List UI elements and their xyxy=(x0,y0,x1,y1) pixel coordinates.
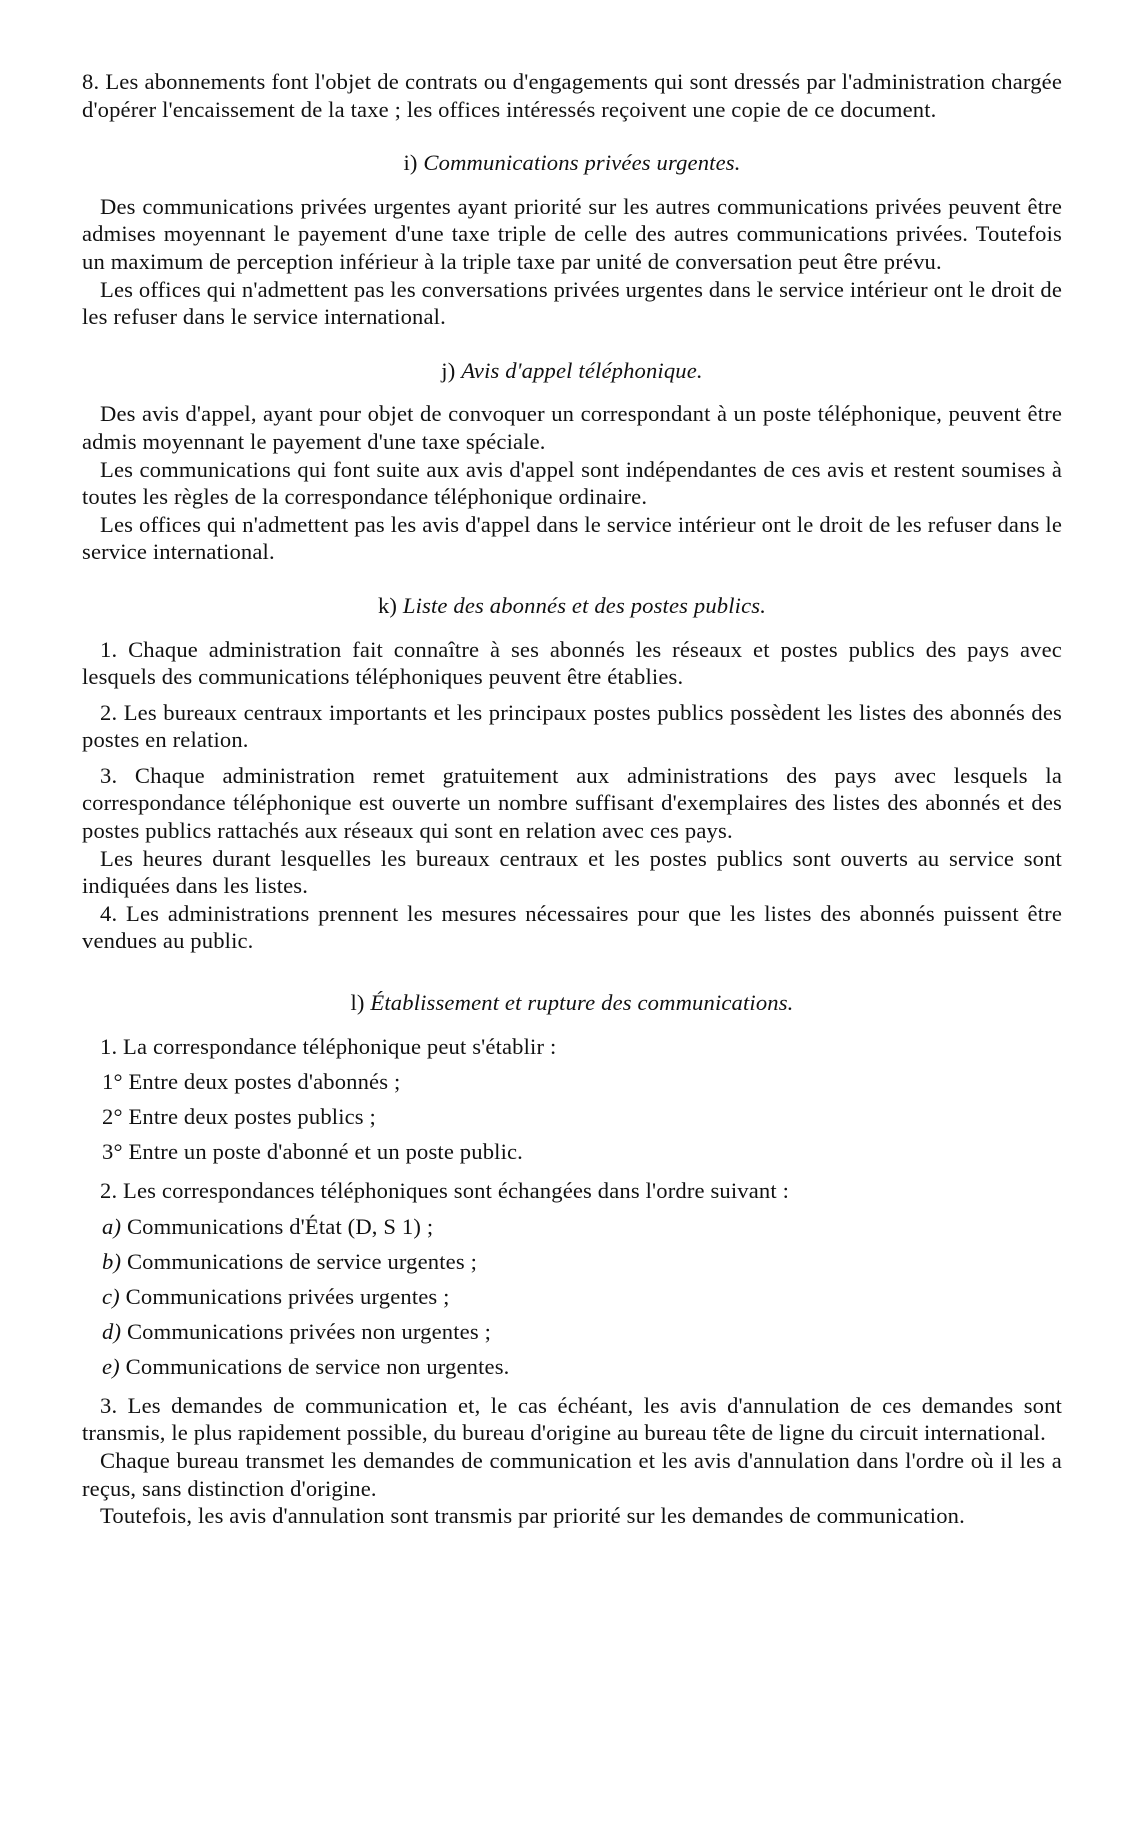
list-item-text: Communications privées urgentes ; xyxy=(125,1283,450,1309)
list-item xyxy=(82,1134,1062,1169)
section-l-paragraph-3: 3. Les demandes de communication et, le cas échéant, les avis d'annulation de ces demandes sont transmis, le plus rapidement possible, du bureau d'origine au bureau tête de ligne du circuit international. xyxy=(82,1392,1062,1446)
list-item-text: Communications d'État (D, S 1) ; xyxy=(126,1213,434,1239)
section-i-title: Communications privées urgentes. xyxy=(423,150,741,176)
section-l-paragraph-2: 2. Les correspondances téléphoniques sont échangées dans l'ordre suivant : xyxy=(100,1178,790,1204)
paragraph-8: 8. Les abonnements font l'objet de contrats ou d'engagements qui sont dressés par l'administration chargée d'opérer l'encaissement de la taxe ; les offices intéressés reçoivent une copie de ce document. xyxy=(82,69,1062,122)
list-item xyxy=(82,1244,1062,1279)
list-item-number: 2° xyxy=(102,1104,123,1130)
list-item-letter: c) xyxy=(102,1283,120,1309)
list-item xyxy=(82,1064,1062,1099)
section-k-title: Liste des abonnés et des postes publics. xyxy=(402,592,766,618)
list-item xyxy=(82,1314,1062,1349)
list-item-text: Entre un poste d'abonné et un poste public. xyxy=(128,1139,523,1165)
section-k-paragraph: 4. Les administrations prennent les mesures nécessaires pour que les listes des abonnés puissent être vendues au public. xyxy=(82,900,1062,954)
list-item-number: 3° xyxy=(102,1139,123,1165)
priority-order-list xyxy=(82,1209,1062,1384)
section-l-title: Établissement et rupture des communications. xyxy=(370,990,794,1016)
section-k-heading xyxy=(82,592,1062,620)
list-item xyxy=(82,1349,1062,1384)
section-k-paragraph: 2. Les bureaux centraux importants et les principaux postes publics possèdent les listes des abonnés des postes en relation. xyxy=(82,699,1062,753)
section-l-paragraph-1: 1. La correspondance téléphonique peut s'établir : xyxy=(100,1033,557,1059)
list-item xyxy=(82,1279,1062,1314)
section-j-paragraph: Les communications qui font suite aux avis d'appel sont indépendantes de ces avis et restent soumises à toutes les règles de la correspondance téléphonique ordinaire. xyxy=(82,456,1062,510)
list-item-text: Communications de service urgentes ; xyxy=(126,1248,478,1274)
list-item-letter: e) xyxy=(102,1353,120,1379)
section-j-heading xyxy=(82,357,1062,385)
section-i-paragraph: Des communications privées urgentes ayant priorité sur les autres communications privées peuvent être admises moyennant le payement d'une taxe triple de celle des autres communications privées. Toutefois un maximum de perception inférieur à la triple taxe par unité de conversation peut être prévu. xyxy=(82,193,1062,274)
list-item-letter: d) xyxy=(102,1318,122,1344)
section-k-paragraph: 1. Chaque administration fait connaître à ses abonnés les réseaux et postes publics des pays avec lesquels des communications téléphoniques peuvent être établies. xyxy=(82,636,1062,690)
list-item-text: Entre deux postes publics ; xyxy=(128,1104,376,1130)
list-item-text: Communications privées non urgentes ; xyxy=(126,1318,492,1344)
section-k-marker: k) xyxy=(377,592,398,618)
list-item-text: Communications de service non urgentes. xyxy=(125,1353,510,1379)
correspondence-types-list xyxy=(82,1064,1062,1169)
section-k-paragraph: 3. Chaque administration remet gratuitement aux administrations des pays avec lesquels la correspondance téléphonique est ouverte un nombre suffisant d'exemplaires des listes des abonnés et des postes publics rattachés aux réseaux qui sont en relation avec ces pays. xyxy=(82,762,1062,844)
list-item-number: 1° xyxy=(102,1069,123,1095)
section-j-title: Avis d'appel téléphonique. xyxy=(461,357,703,383)
section-i-paragraph: Les offices qui n'admettent pas les conversations privées urgentes dans le service intérieur ont le droit de les refuser dans le service international. xyxy=(82,276,1062,330)
list-item-text: Entre deux postes d'abonnés ; xyxy=(128,1069,401,1095)
section-j-marker: j) xyxy=(441,357,456,383)
list-item-letter: a) xyxy=(102,1213,122,1239)
section-j-paragraph: Les offices qui n'admettent pas les avis d'appel dans le service intérieur ont le droit de les refuser dans le service international. xyxy=(82,511,1062,565)
section-i-marker: i) xyxy=(403,150,418,176)
list-item xyxy=(82,1209,1062,1244)
section-i-heading xyxy=(82,149,1062,177)
list-item xyxy=(82,1099,1062,1134)
section-l-heading xyxy=(82,989,1062,1017)
section-j-paragraph: Des avis d'appel, ayant pour objet de convoquer un correspondant à un poste téléphonique, peuvent être admis moyennant le payement d'une taxe spéciale. xyxy=(82,401,1062,454)
section-l-paragraph-3: Toutefois, les avis d'annulation sont transmis par priorité sur les demandes de communication. xyxy=(100,1503,965,1529)
document-body xyxy=(82,68,1062,1530)
section-k-paragraph: Les heures durant lesquelles les bureaux centraux et les postes publics sont ouverts au service sont indiquées dans les listes. xyxy=(82,845,1062,899)
section-l-marker: l) xyxy=(350,990,365,1016)
section-l-paragraph-3: Chaque bureau transmet les demandes de communication et les avis d'annulation dans l'ordre où il les a reçus, sans distinction d'origine. xyxy=(82,1448,1062,1501)
list-item-letter: b) xyxy=(102,1248,122,1274)
